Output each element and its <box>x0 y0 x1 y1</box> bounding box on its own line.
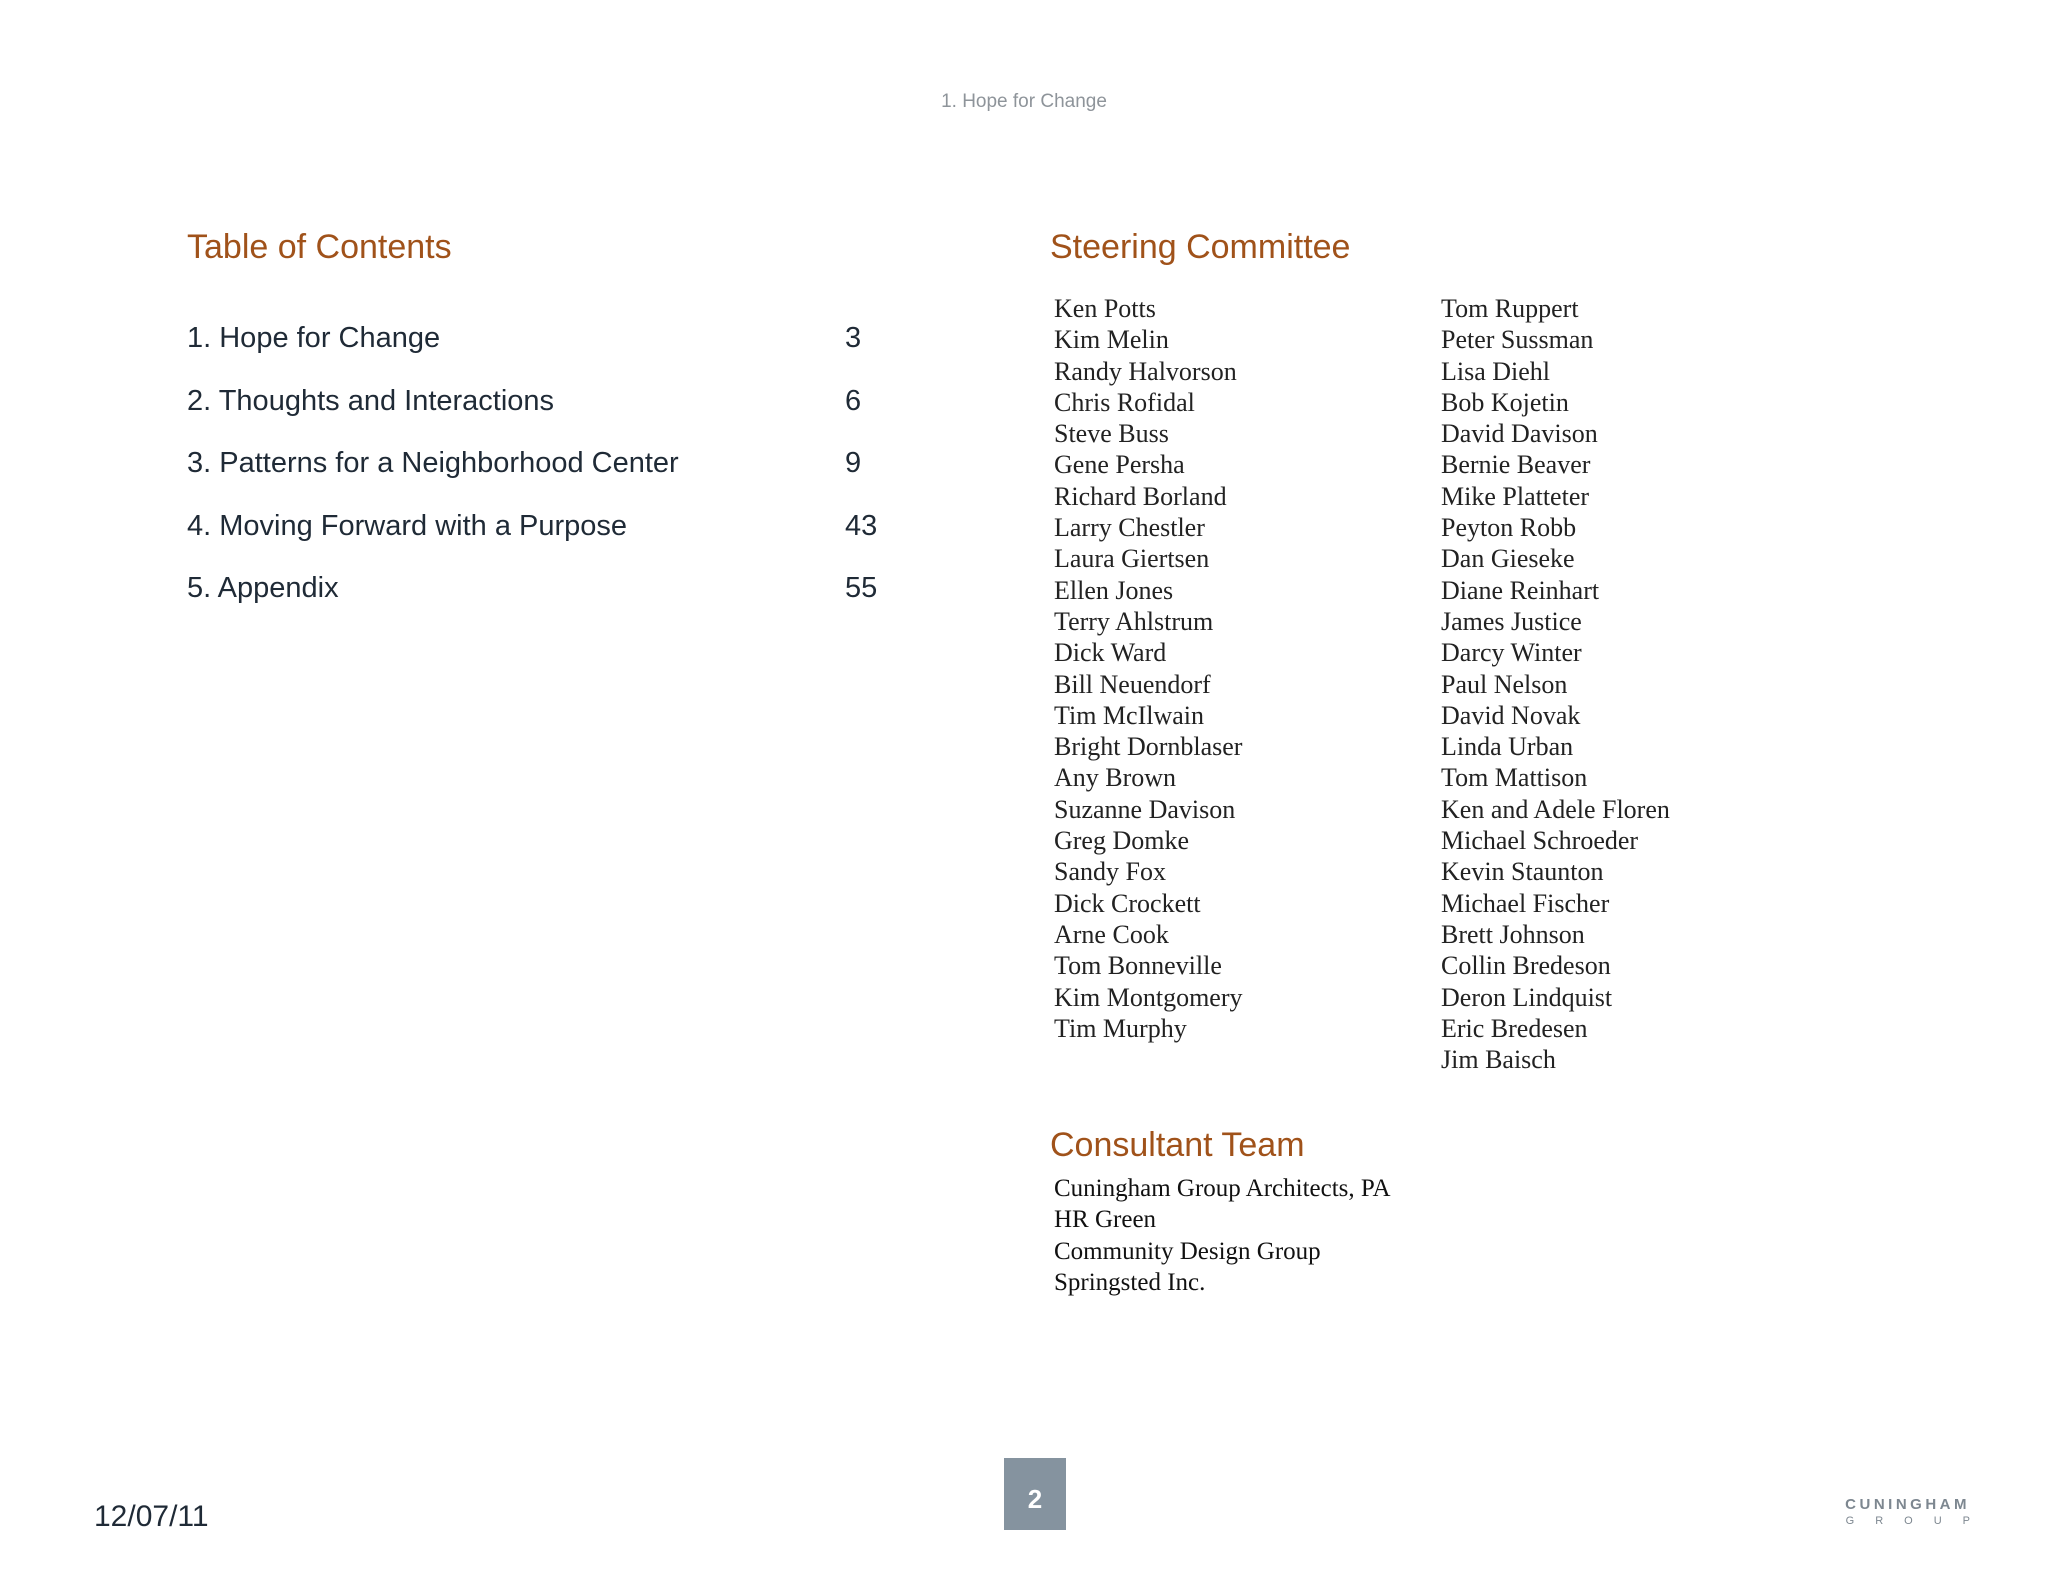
committee-member: Brett Johnson <box>1441 919 1585 949</box>
committee-member: Peter Sussman <box>1441 325 1594 355</box>
consultant-team-heading: Consultant Team <box>1050 1126 1305 1164</box>
toc-item[interactable] <box>187 322 887 385</box>
committee-member: Eric Bredesen <box>1441 1013 1588 1043</box>
committee-member: Chris Rofidal <box>1054 387 1195 417</box>
committee-member: Tim Murphy <box>1054 1013 1187 1043</box>
consultant-member: HR Green <box>1054 1206 1157 1234</box>
logo-wordmark: CUNINGHAM <box>1845 1496 1970 1513</box>
toc-list <box>187 322 887 635</box>
committee-member: Kim Melin <box>1054 325 1169 355</box>
committee-member: Collin Bredeson <box>1441 951 1611 981</box>
toc-heading: Table of Contents <box>187 228 452 266</box>
committee-member: Dick Ward <box>1054 638 1167 668</box>
toc-item[interactable] <box>187 510 887 573</box>
committee-member: Darcy Winter <box>1441 638 1582 668</box>
committee-member: Mike Platteter <box>1441 481 1590 511</box>
steering-committee-right-column <box>1441 293 1670 1075</box>
committee-member: Any Brown <box>1054 763 1177 793</box>
committee-member: Paul Nelson <box>1441 669 1568 699</box>
toc-item-page: 43 <box>845 509 878 542</box>
committee-member: Bright Dornblaser <box>1054 732 1243 762</box>
toc-item-title: 3. Patterns for a Neighborhood Center <box>187 447 679 479</box>
consultant-member: Springsted Inc. <box>1054 1268 1206 1296</box>
running-header: 1. Hope for Change <box>941 91 1107 112</box>
committee-member: Dick Crockett <box>1054 888 1201 918</box>
page-number-badge: 2 <box>1004 1458 1066 1530</box>
committee-member: Suzanne Davison <box>1054 794 1236 824</box>
committee-member: Dan Gieseke <box>1441 544 1575 574</box>
committee-member: Michael Schroeder <box>1441 826 1639 856</box>
committee-member: Tom Mattison <box>1441 763 1588 793</box>
consultant-member: Community Design Group <box>1054 1237 1321 1265</box>
committee-member: Steve Buss <box>1054 419 1169 449</box>
committee-member: Richard Borland <box>1054 481 1227 511</box>
committee-member: Jim Baisch <box>1441 1045 1556 1075</box>
consultant-member: Cuningham Group Architects, PA <box>1054 1175 1391 1202</box>
committee-member: Tom Ruppert <box>1441 294 1579 323</box>
steering-committee-left-column <box>1054 293 1243 1044</box>
toc-item-page: 6 <box>845 384 862 417</box>
committee-member: James Justice <box>1441 606 1582 636</box>
committee-member: Bill Neuendorf <box>1054 669 1211 699</box>
committee-member: Kevin Staunton <box>1441 857 1604 887</box>
committee-member: Kim Montgomery <box>1054 982 1243 1012</box>
committee-member: Bernie Beaver <box>1441 450 1591 480</box>
toc-item-title: 1. Hope for Change <box>187 322 441 354</box>
committee-member: Gene Persha <box>1054 450 1185 480</box>
committee-member: Laura Giertsen <box>1054 544 1210 574</box>
committee-member: David Novak <box>1441 700 1581 730</box>
committee-member: Tom Bonneville <box>1054 951 1222 981</box>
committee-member: Larry Chestler <box>1054 513 1205 543</box>
committee-member: Tim McIlwain <box>1054 700 1204 730</box>
committee-member: Sandy Fox <box>1054 857 1166 887</box>
toc-item-page: 3 <box>845 322 862 354</box>
toc-item[interactable] <box>187 572 887 635</box>
committee-member: Greg Domke <box>1054 826 1190 856</box>
committee-member: Peyton Robb <box>1441 513 1577 543</box>
toc-item-title: 4. Moving Forward with a Purpose <box>187 509 628 542</box>
consultant-team-list <box>1054 1173 1391 1298</box>
committee-member: Diane Reinhart <box>1441 575 1600 605</box>
committee-member: Michael Fischer <box>1441 888 1610 918</box>
toc-item-page: 9 <box>845 447 862 479</box>
steering-committee-heading: Steering Committee <box>1050 228 1351 266</box>
committee-member: Bob Kojetin <box>1441 387 1569 417</box>
toc-item-title: 2. Thoughts and Interactions <box>187 384 555 417</box>
committee-member: Arne Cook <box>1054 919 1169 949</box>
toc-item[interactable] <box>187 447 887 510</box>
committee-member: Randy Halvorson <box>1054 356 1237 386</box>
committee-member: Lisa Diehl <box>1441 356 1551 386</box>
toc-item-title: 5. Appendix <box>187 572 339 604</box>
committee-member: Ken Potts <box>1054 294 1156 323</box>
cuningham-group-logo <box>1838 1496 1991 1529</box>
committee-member: Linda Urban <box>1441 732 1574 762</box>
committee-member: Ken and Adele Floren <box>1441 794 1670 824</box>
toc-item[interactable] <box>187 385 887 448</box>
footer-date: 12/07/11 <box>94 1500 209 1533</box>
committee-member: Terry Ahlstrum <box>1054 606 1214 636</box>
logo-subline: GROUP <box>1845 1515 1991 1527</box>
toc-item-page: 55 <box>845 572 878 604</box>
committee-member: Deron Lindquist <box>1441 982 1613 1012</box>
committee-member: David Davison <box>1441 419 1598 449</box>
committee-member: Ellen Jones <box>1054 575 1174 605</box>
